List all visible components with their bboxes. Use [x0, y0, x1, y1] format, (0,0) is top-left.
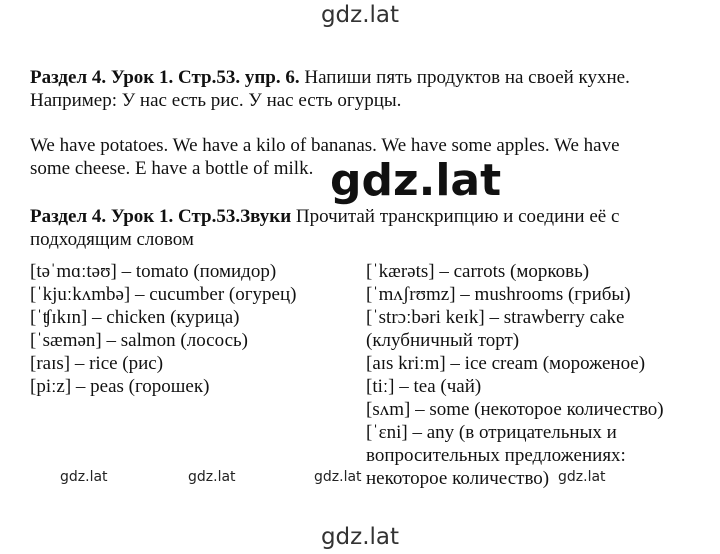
- task1-instruction: Напиши пять продуктов на своей кухне.: [304, 67, 630, 88]
- list-item: [piːz] – peas (горошек): [30, 376, 210, 397]
- watermark-top: gdz.lat: [320, 2, 400, 28]
- watermark-small: gdz.lat: [188, 469, 236, 485]
- task1-answer-line2: some cheese. E have a bottle of milk.: [30, 158, 314, 179]
- list-item: [ˈstrɔːbəri keɪk] – strawberry cake: [366, 307, 625, 328]
- list-item: некоторое количество): [366, 468, 550, 489]
- list-item: [sʌm] – some (некоторое количество): [366, 399, 664, 420]
- task1-heading: Раздел 4. Урок 1. Стр.53. упр. 6.: [30, 67, 300, 88]
- list-item: [ˈkærəts] – carrots (морковь): [366, 261, 590, 282]
- watermark-center: gdz.lat: [330, 155, 502, 206]
- list-item: [ˈsæmən] – salmon (лосось): [30, 330, 249, 351]
- watermark-bottom: gdz.lat: [320, 524, 400, 550]
- list-item: (клубничный торт): [366, 330, 520, 351]
- list-item: [tiː] – tea (чай): [366, 376, 482, 397]
- task1-example: Например: У нас есть рис. У нас есть огурцы.: [30, 90, 402, 111]
- list-item: [ˈkjuːkʌmbə] – cucumber (огурец): [30, 284, 297, 305]
- task2-instruction: Прочитай транскрипцию и соедини её с: [295, 206, 620, 227]
- list-item: вопросительных предложениях:: [366, 445, 626, 466]
- list-item: [ˈʧɪkɪn] – chicken (курица): [30, 307, 240, 328]
- task1-answer-line1: We have potatoes. We have a kilo of bananas. We have some apples. We have: [30, 135, 620, 156]
- list-item: [təˈmɑːtəʊ] – tomato (помидор): [30, 261, 277, 282]
- list-item: [ˈmʌʃrʊmz] – mushrooms (грибы): [366, 284, 631, 305]
- transcription-list-right: [366, 260, 664, 490]
- watermark-small: gdz.lat: [60, 469, 108, 485]
- task1-title-line: [30, 67, 630, 89]
- list-item: [raɪs] – rice (рис): [30, 353, 164, 374]
- watermark-small: gdz.lat: [558, 469, 606, 485]
- task2-instruction-line2: подходящим словом: [30, 229, 194, 250]
- transcription-list-left: [30, 260, 296, 398]
- list-item: [aɪs kriːm] – ice cream (мороженое): [366, 353, 646, 374]
- list-item: [ˈɛni] – any (в отрицательных и: [366, 422, 617, 443]
- task2-title-line: [30, 206, 619, 228]
- watermark-small: gdz.lat: [314, 469, 362, 485]
- task2-heading: Раздел 4. Урок 1. Стр.53.Звуки: [30, 206, 292, 227]
